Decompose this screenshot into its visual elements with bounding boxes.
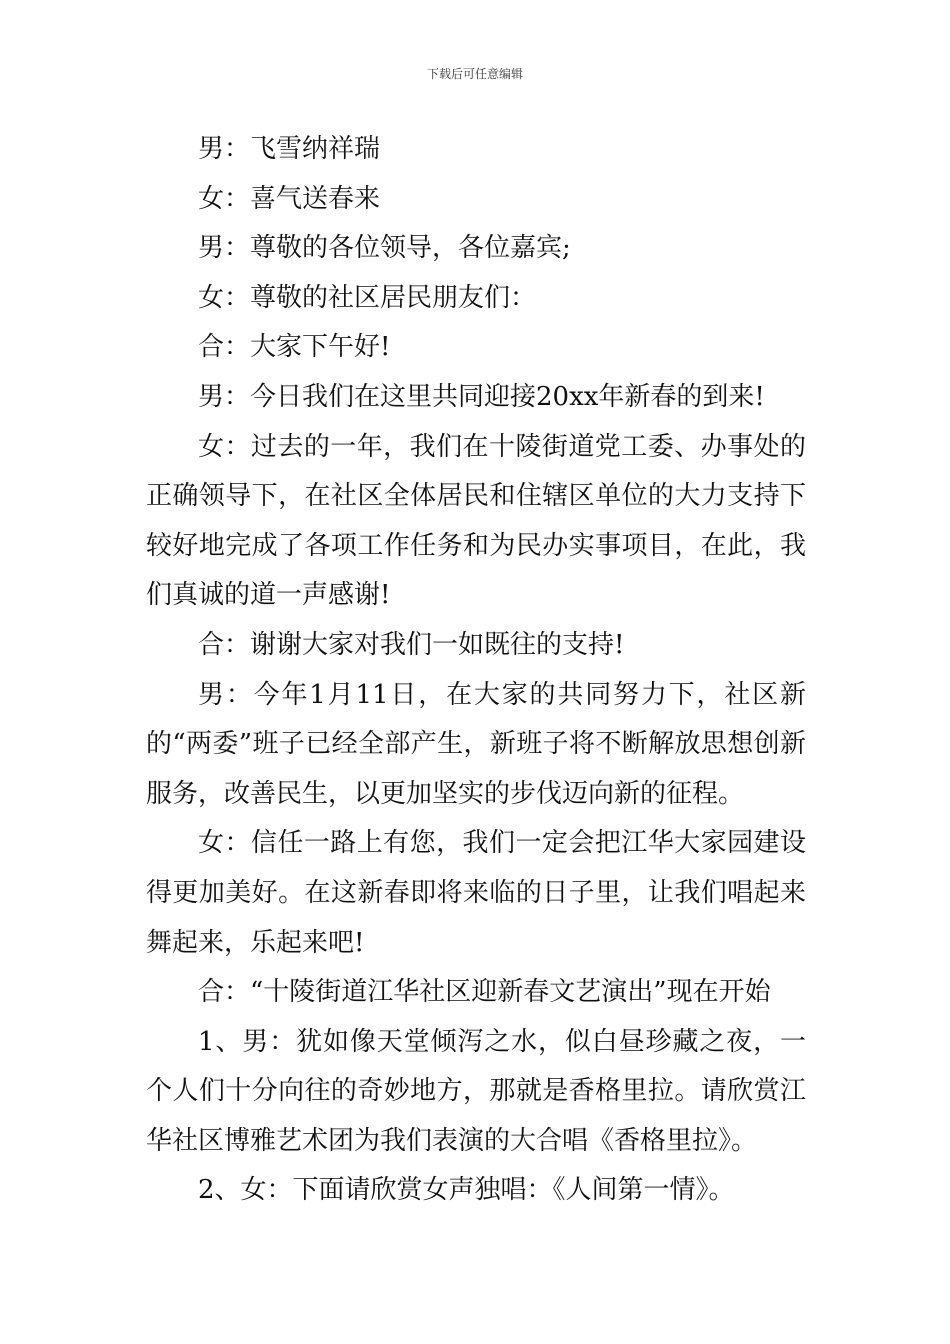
paragraph-6: 男：今日我们在这里共同迎接20xx年新春的到来! [198, 381, 765, 412]
document-body [146, 125, 806, 1216]
paragraph-4: 女：尊敬的社区居民朋友们： [198, 282, 537, 313]
paragraph-3: 男：尊敬的各位领导，各位嘉宾; [198, 233, 571, 264]
paragraph-1: 男：飞雪纳祥瑞 [198, 134, 381, 164]
paragraph-2: 女：喜气送春来 [198, 183, 381, 214]
paragraph-7: 女：过去的一年，我们在十陵街道党工委、办事处的正确领导下，在社区全体居民和住辖区单位的大力支持下较好地完成了各项工作任务和为民办实事项目，在此，我们真诚的道一声感谢! [146, 431, 806, 611]
paragraph-11: 合：“十陵街道江华社区迎新春文艺演出”现在开始 [198, 977, 771, 1008]
paragraph-9: 男：今年1月11日，在大家的共同努力下，社区新的“两委”班子已经全部产生，新班子将不断解放思想创新服务，改善民生，以更加坚实的步伐迈向新的征程。 [146, 679, 806, 809]
paragraph-12: 1、男：犹如像天堂倾泻之水，似白昼珍藏之夜，一个人们十分向往的奇妙地方，那就是香格里拉。请欣赏江华社区博雅艺术团为我们表演的大合唱《香格里拉》。 [146, 1026, 806, 1156]
page-header-note: 下载后可任意编辑 [426, 67, 523, 81]
paragraph-13: 2、女：下面请欣赏女声独唱：《人间第一情》。 [198, 1175, 735, 1206]
paragraph-8: 合：谢谢大家对我们一如既往的支持! [198, 629, 625, 660]
paragraph-10: 女：信任一路上有您，我们一定会把江华大家园建设得更加美好。在这新春即将来临的日子里，让我们唱起来舞起来，乐起来吧! [146, 828, 806, 958]
paragraph-5: 合：大家下午好! [198, 332, 391, 363]
